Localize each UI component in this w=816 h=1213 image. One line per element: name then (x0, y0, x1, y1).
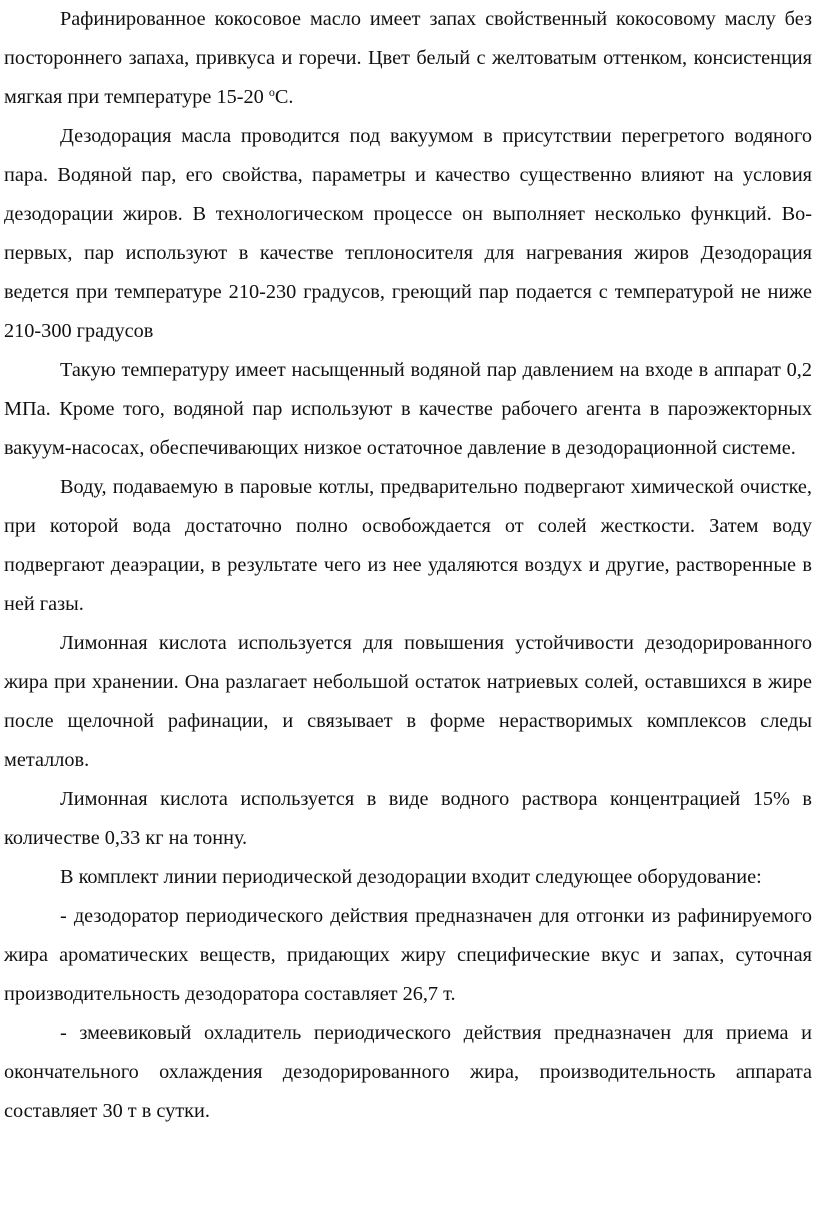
paragraph-citric-acid-solution: Лимонная кислота используется в виде водного раствора концентрацией 15% в количестве 0,33 кг на тонну. (4, 788, 812, 849)
list-item-cooler: - змеевиковый охладитель периодического действия предназначен для приема и окончательного охлаждения дезодорированного жира, производительность аппарата составляет 30 т в сутки. (4, 1022, 812, 1122)
paragraph-text-end: С. (274, 86, 294, 108)
paragraph-equipment-intro: В комплект линии периодической дезодорации входит следующее оборудование: (60, 866, 762, 888)
paragraph-coconut-oil (4, 0, 812, 117)
list-item-deodorizer: - дезодоратор периодического действия предназначен для отгонки из рафинируемого жира ароматических веществ, придающих жиру специфические вкус и запах, суточная производительность дезодоратора составляет 26,7 т. (4, 905, 812, 1005)
paragraph-water-treatment: Воду, подаваемую в паровые котлы, предварительно подвергают химической очистке, при которой вода достаточно полно освобождается от солей жесткости. Затем воду подвергают деаэрации, в результате чего из нее удаляются воздух и другие, растворенные в ней газы. (4, 476, 812, 615)
paragraph-citric-acid: Лимонная кислота используется для повышения устойчивости дезодорированного жира при хранении. Она разлагает небольшой остаток натриевых солей, оставшихся в жире после щелочной рафинации, и связывает в форме нерастворимых комплексов следы металлов. (4, 632, 812, 771)
degree-mark: о (268, 85, 275, 99)
paragraph-steam-temperature: Такую температуру имеет насыщенный водяной пар давлением на входе в аппарат 0,2 МПа. Кроме того, водяной пар используют в качестве рабочего агента в пароэжекторных вакуум-насосах, обеспечивающих низкое остаточное давление в дезодорационной системе. (4, 359, 812, 459)
paragraph-text: Рафинированное кокосовое масло имеет запах свойственный кокосовому маслу без постороннего запаха, привкуса и горечи. Цвет белый с желтоватым оттенком, консистенция мягкая при температуре 15-20 (4, 8, 812, 108)
paragraph-deodorization: Дезодорация масла проводится под вакуумом в присутствии перегретого водяного пара. Водяной пар, его свойства, параметры и качество существенно влияют на условия дезодорации жиров. В технологическом процессе он выполняет несколько функций. Во-первых, пар используют в качестве теплоносителя для нагревания жиров Дезодорация ведется при температуре 210-230 градусов, греющий пар подается с температурой не ниже 210-300 градусов (4, 125, 812, 342)
document-page (4, 0, 812, 1131)
